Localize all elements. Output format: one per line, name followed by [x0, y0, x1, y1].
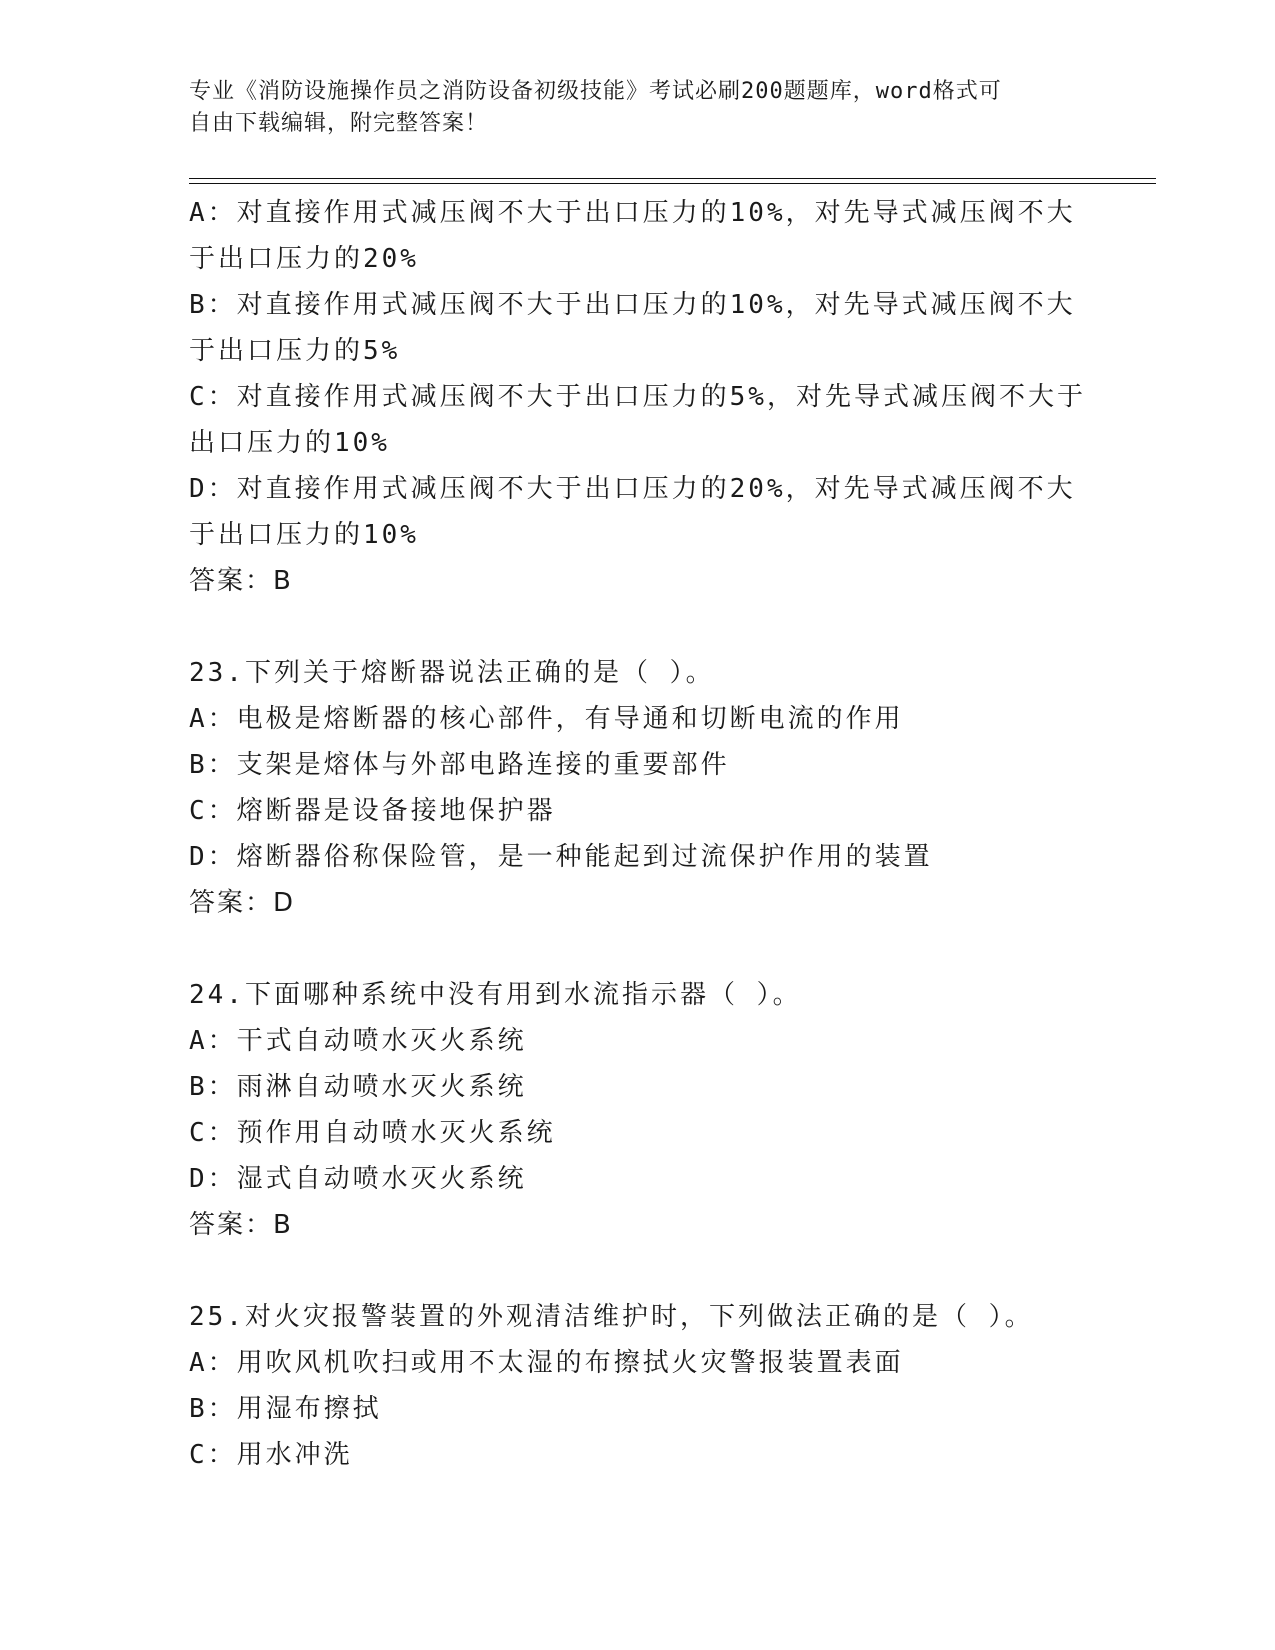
question-23 [189, 650, 1149, 926]
question-stem: 25.对火灾报警装置的外观清洁维护时，下列做法正确的是（ ）。 [189, 1302, 1034, 1332]
option-c: C：熔断器是设备接地保护器 [189, 796, 556, 826]
option-line: 于出口压力的20% [189, 244, 419, 274]
header-divider-top [189, 178, 1156, 179]
option-b: B：雨淋自动喷水灭火系统 [189, 1072, 527, 1102]
question-stem: 23.下列关于熔断器说法正确的是（ ）。 [189, 658, 715, 688]
option-b: B：支架是熔体与外部电路连接的重要部件 [189, 750, 730, 780]
header-line-1: 专业《消防设施操作员之消防设备初级技能》考试必刷200题题库，word格式可 [189, 79, 1002, 104]
header-divider-bottom [189, 183, 1156, 184]
option-line: A：对直接作用式减压阀不大于出口压力的10%，对先导式减压阀不大 [189, 198, 1076, 228]
question-25 [189, 1294, 1149, 1478]
option-d: D：熔断器俗称保险管，是一种能起到过流保护作用的装置 [189, 842, 933, 872]
answer-line: 答案：B [189, 566, 293, 596]
option-a: A：用吹风机吹扫或用不太湿的布擦拭火灾警报装置表面 [189, 1348, 904, 1378]
option-line: 于出口压力的10% [189, 520, 419, 550]
spacer [189, 926, 1149, 972]
spacer [189, 1248, 1149, 1294]
option-line: 于出口压力的5% [189, 336, 401, 366]
option-d: D：湿式自动喷水灭火系统 [189, 1164, 527, 1194]
answer-line: 答案：D [189, 888, 296, 918]
option-line: C：对直接作用式减压阀不大于出口压力的5%，对先导式减压阀不大于 [189, 382, 1086, 412]
question-stem: 24.下面哪种系统中没有用到水流指示器（ ）。 [189, 980, 802, 1010]
option-a: A：电极是熔断器的核心部件，有导通和切断电流的作用 [189, 704, 904, 734]
option-a: A：干式自动喷水灭火系统 [189, 1026, 527, 1056]
option-line: D：对直接作用式减压阀不大于出口压力的20%，对先导式减压阀不大 [189, 474, 1076, 504]
question-24 [189, 972, 1149, 1248]
document-header [189, 76, 1089, 140]
question-content [189, 190, 1149, 1478]
option-line: B：对直接作用式减压阀不大于出口压力的10%，对先导式减压阀不大 [189, 290, 1076, 320]
option-c: C：预作用自动喷水灭火系统 [189, 1118, 556, 1148]
answer-line: 答案：B [189, 1210, 293, 1240]
header-line-2: 自由下载编辑，附完整答案！ [189, 111, 489, 136]
option-c: C：用水冲洗 [189, 1440, 353, 1470]
option-b: B：用湿布擦拭 [189, 1394, 382, 1424]
question-22-continued [189, 190, 1149, 604]
option-line: 出口压力的10% [189, 428, 390, 458]
spacer [189, 604, 1149, 650]
